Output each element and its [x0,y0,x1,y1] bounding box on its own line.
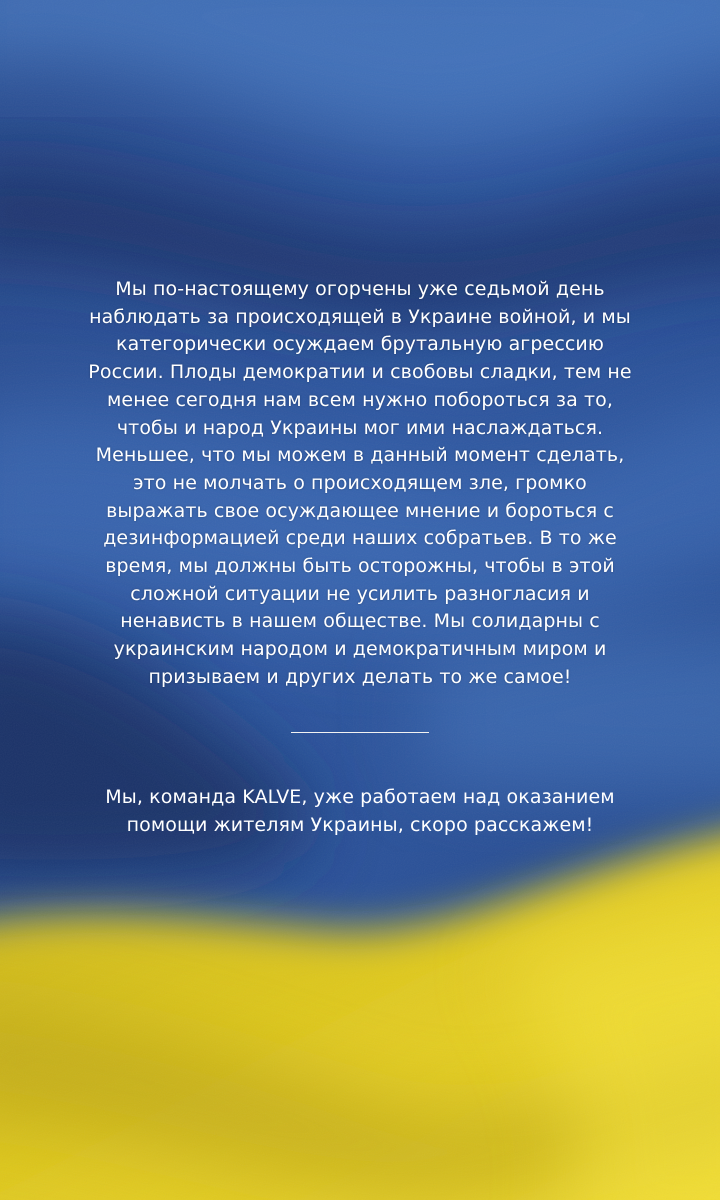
statement-line: России. Плоды демократии и свобовы сладки, тем не [88,361,632,384]
statement-line: Мы по-настоящему огорчены уже седьмой день [115,278,605,300]
message-block [0,276,720,839]
statement-line: менее сегодня нам всем нужно побороться за то, [106,388,614,411]
statement-line: категорически осуждаем брутальную агрессию [116,333,604,356]
solidarity-statement [50,276,670,692]
statement-line: дезинформацией среди наших собратьев. В то же [103,527,617,550]
statement-line: призываем и других делать то же самое! [148,665,572,688]
team-note-line: помощи жителям Украины, скоро расскажем! [126,813,594,836]
statement-line: выражать свое осуждающее мнение и бороться с [106,499,614,522]
statement-line: ненависть в нашем обществе. Мы солидарны с [120,610,600,633]
divider-line [291,732,429,733]
statement-line: время, мы должны быть осторожны, чтобы в этой [105,555,615,578]
statement-line: украинским народом и демократичным миром и [113,638,607,661]
statement-line: это не молчать о происходящем зле, громко [133,471,587,494]
statement-line: наблюдать за происходящей в Украине войной, и мы [89,305,631,328]
team-note [50,783,670,839]
statement-line: чтобы и народ Украины мог ими наслаждаться. [116,416,604,439]
statement-line: сложной ситуации не усилить разногласия и [130,582,590,605]
statement-line: Меньшее, что мы можем в данный момент сделать, [95,444,625,467]
team-note-line: Мы, команда KALVE, уже работаем над оказанием [105,785,615,808]
